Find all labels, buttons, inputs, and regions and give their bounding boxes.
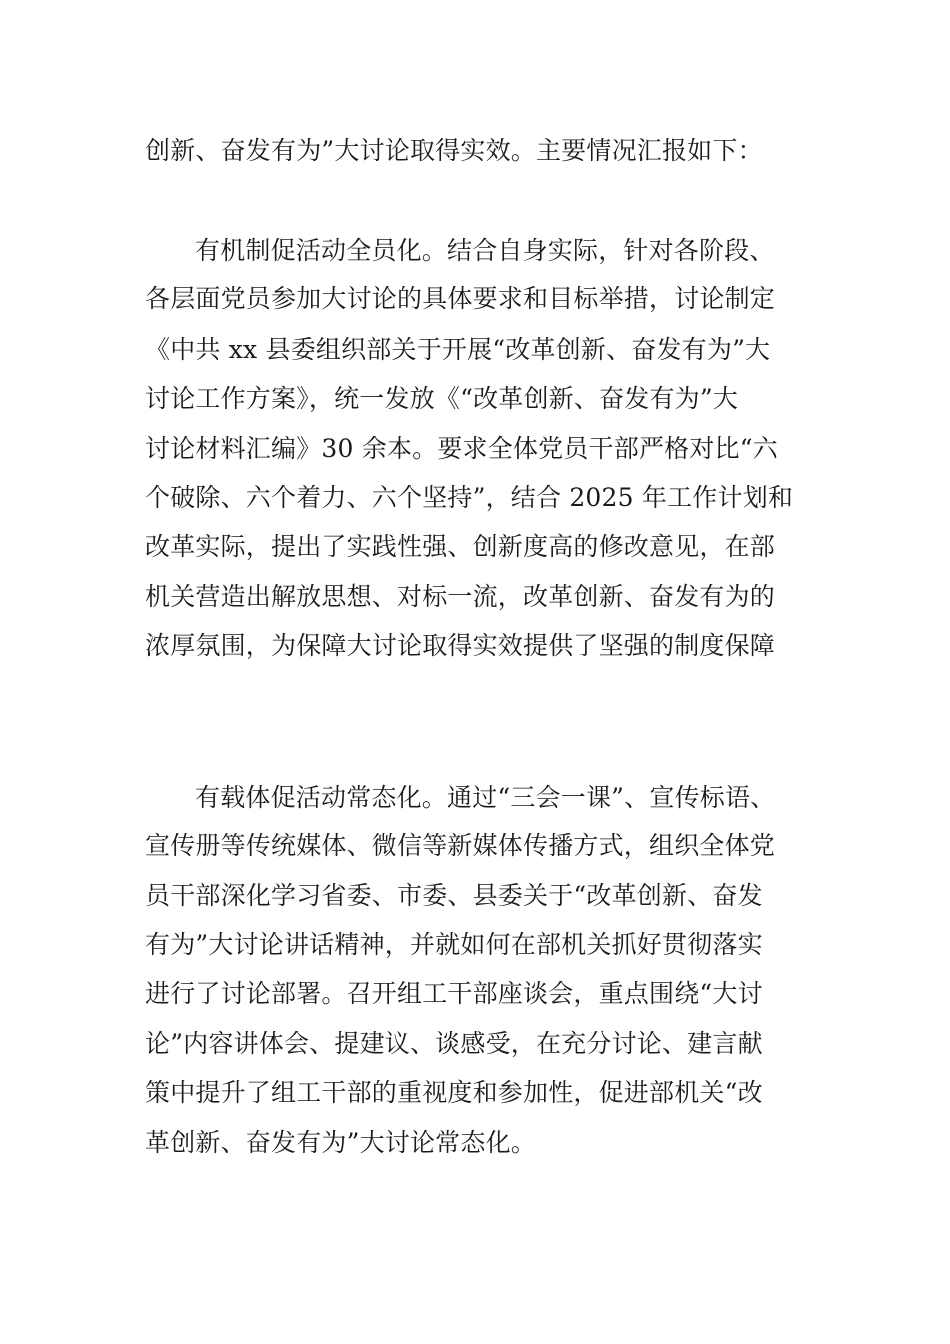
paragraph2-line-1: 有载体促活动常态化。通过“三会一课”、宣传标语、 (195, 783, 776, 812)
paragraph1-line-6: 个破除、六个着力、六个坚持”，结合 2025 年工作计划和 (145, 483, 794, 512)
paragraph1-line-9: 浓厚氛围，为保障大讨论取得实效提供了坚强的制度保障 (145, 631, 776, 660)
paragraph2-line-6: 论”内容讲体会、提建议、谈感受，在充分讨论、建言献 (145, 1029, 763, 1058)
paragraph2-line-3: 员干部深化学习省委、市委、县委关于“改革创新、奋发 (145, 881, 763, 910)
paragraph1-line-4: 讨论工作方案》，统一发放《“改革创新、奋发有为”大 (145, 384, 739, 413)
paragraph2-line-5: 进行了讨论部署。召开组工干部座谈会，重点围绕“大讨 (145, 979, 763, 1008)
paragraph1-line-7: 改革实际，提出了实践性强、创新度高的修改意见，在部 (145, 532, 776, 561)
paragraph2-line-2: 宣传册等传统媒体、微信等新媒体传播方式，组织全体党 (145, 831, 776, 860)
paragraph2-line-8: 革创新、奋发有为”大讨论常态化。 (145, 1128, 536, 1157)
paragraph1-line-1: 有机制促活动全员化。结合自身实际，针对各阶段、 (195, 236, 775, 265)
paragraph2-line-7: 策中提升了组工干部的重视度和参加性，促进部机关“改 (145, 1078, 763, 1107)
paragraph1-line-2: 各层面党员参加大讨论的具体要求和目标举措，讨论制定 (145, 284, 776, 313)
paragraph1-line-8: 机关营造出解放思想、对标一流，改革创新、奋发有为的 (145, 582, 776, 611)
paragraph1-line-5: 讨论材料汇编》30 余本。要求全体党员干部严格对比“六 (145, 434, 778, 463)
paragraph2-line-4: 有为”大讨论讲话精神，并就如何在部机关抓好贯彻落实 (145, 930, 763, 959)
paragraph1-line-3: 《中共 xx 县委组织部关于开展“改革创新、奋发有为”大 (145, 335, 771, 364)
intro-line-1: 创新、奋发有为”大讨论取得实效。主要情况汇报如下： (145, 136, 763, 165)
